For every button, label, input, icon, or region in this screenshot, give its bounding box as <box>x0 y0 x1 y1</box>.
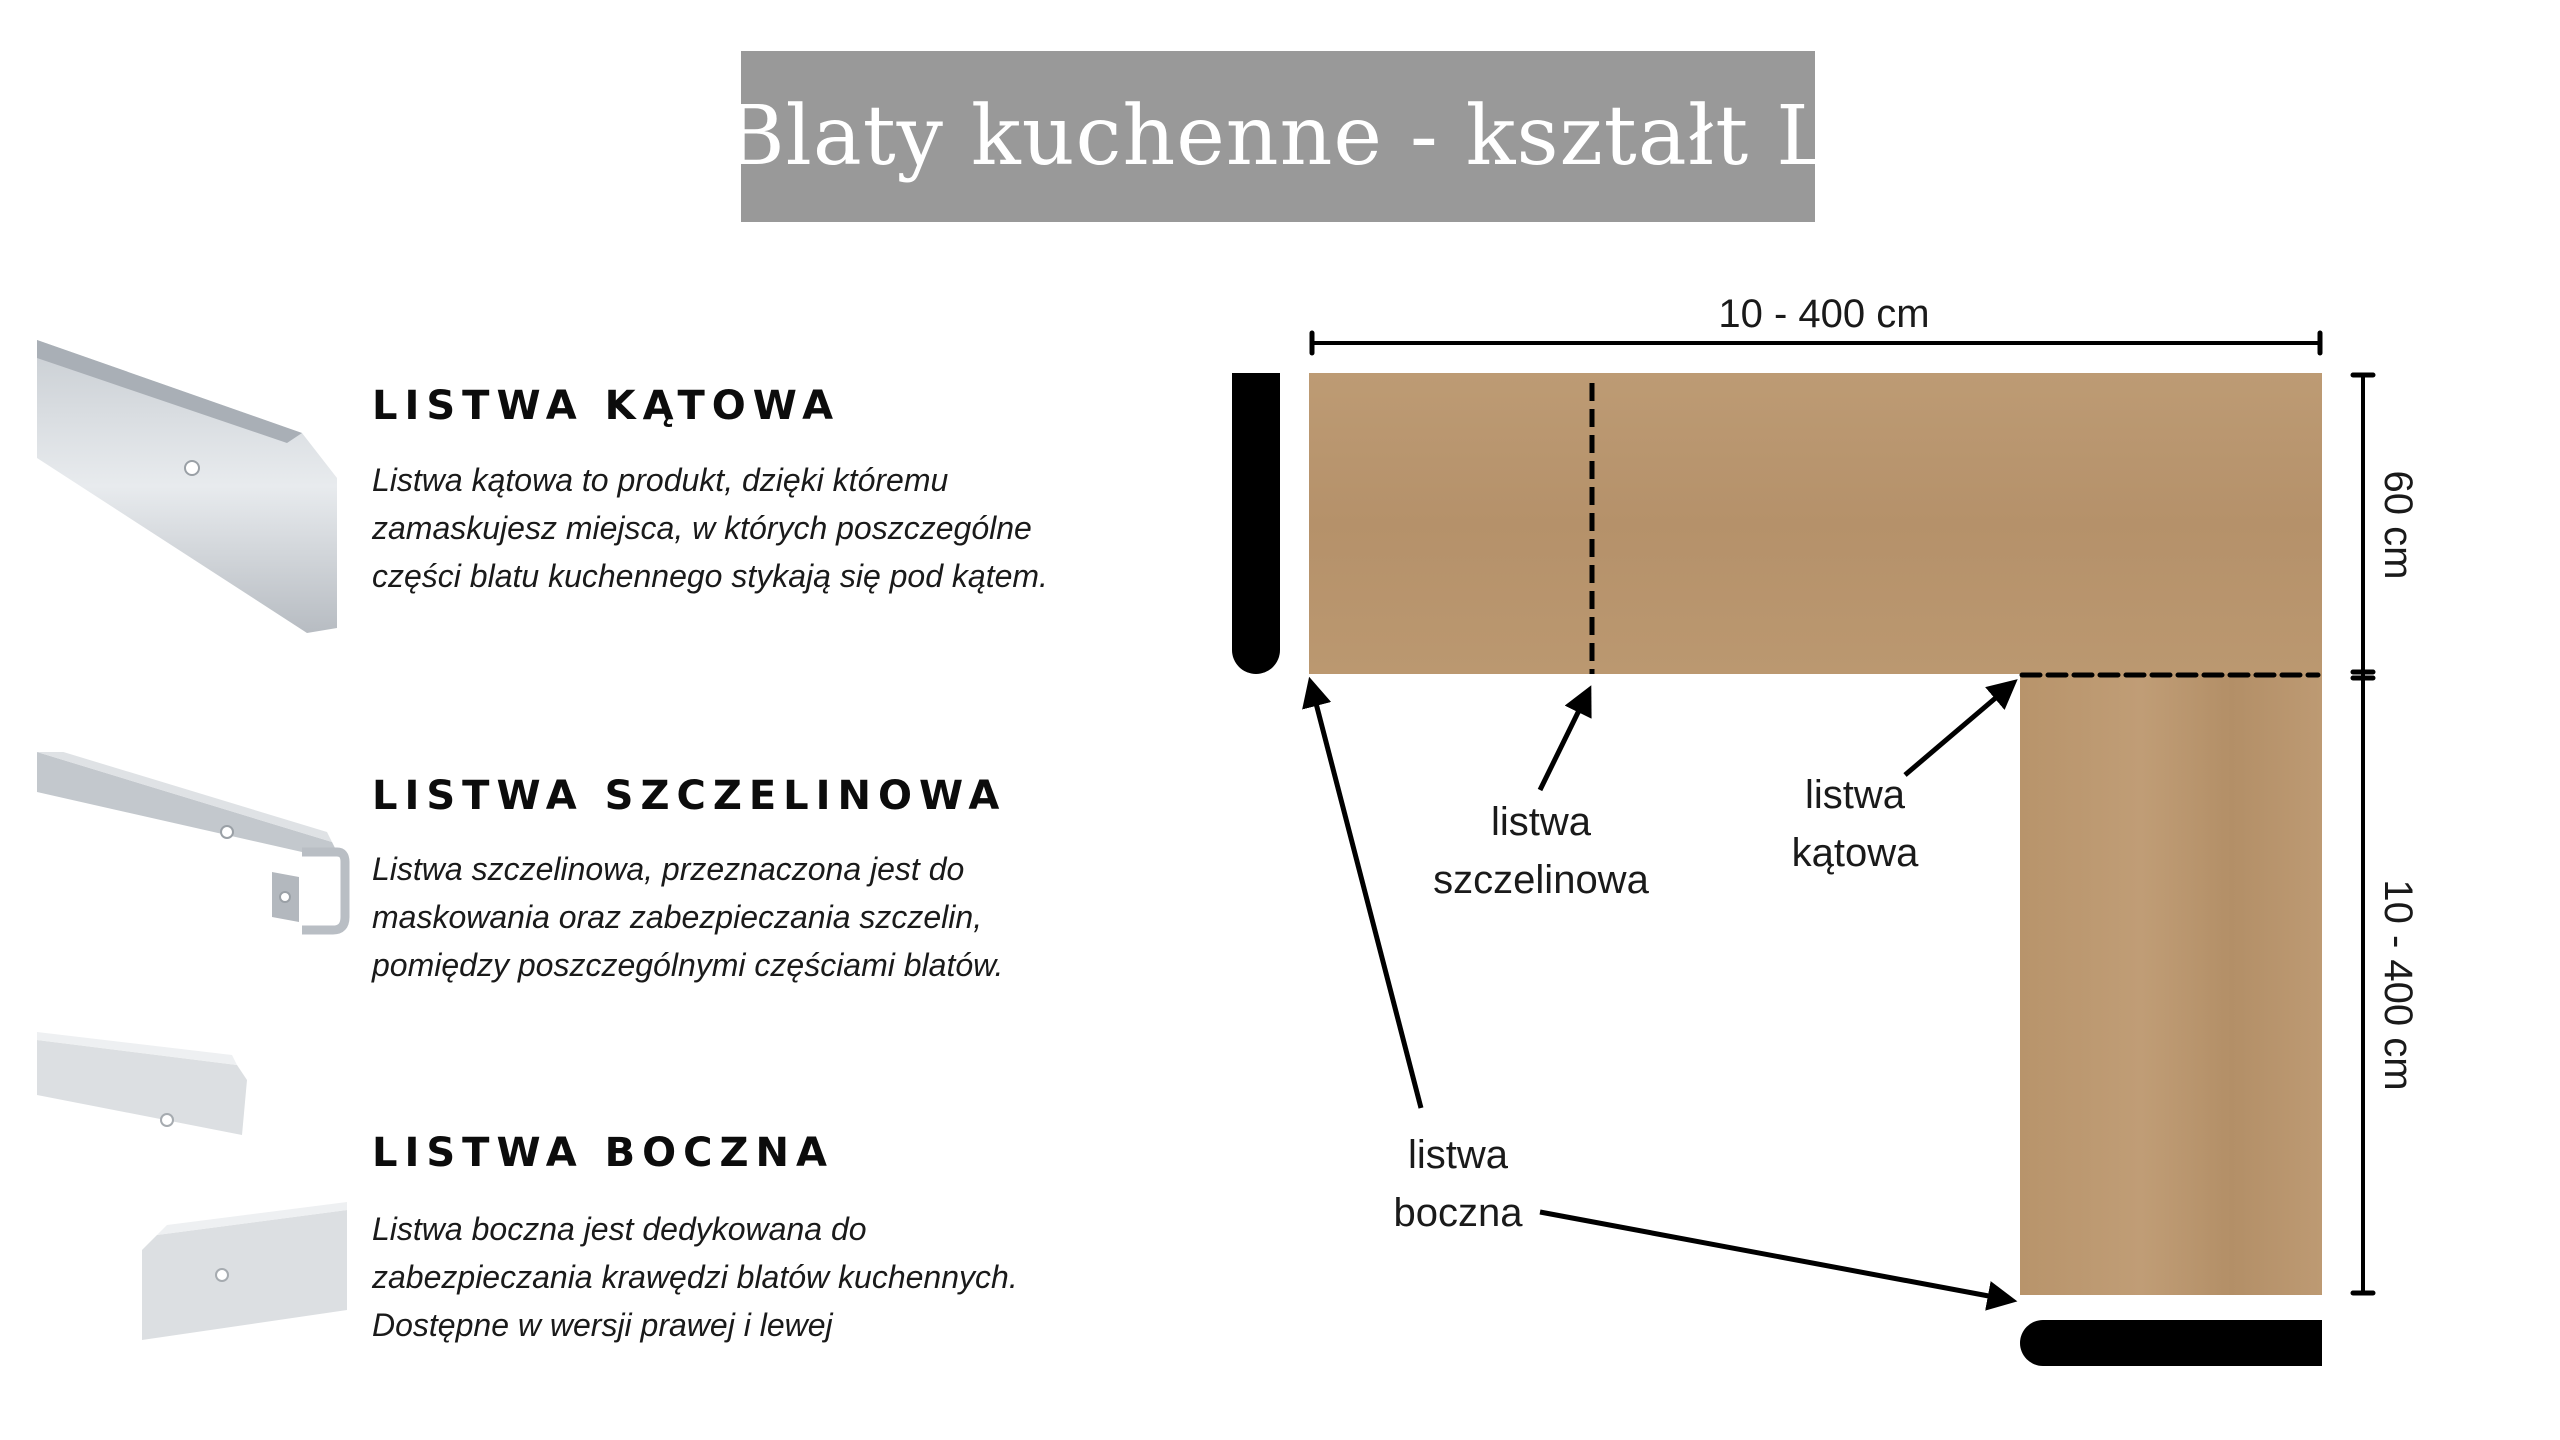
dimension-depth-label: 60 cm <box>2376 470 2420 580</box>
label-line: listwa <box>1407 1133 1509 1177</box>
desc-line: Listwa boczna jest dedykowana do <box>372 1211 867 1247</box>
label-line: kątowa <box>1791 831 1919 875</box>
label-line: listwa <box>1490 800 1592 844</box>
countertop-horizontal <box>1309 373 2322 674</box>
heading-listwa-katowa: LISTWA KĄTOWA <box>372 383 841 429</box>
arrow-katowa <box>1905 684 2012 775</box>
label-listwa-boczna <box>1348 1126 1568 1242</box>
desc-line: części blatu kuchennego stykają się pod kątem. <box>372 558 1048 594</box>
desc-line: Listwa szczelinowa, przeznaczona jest do <box>372 851 965 887</box>
joint-strip-image <box>37 752 357 962</box>
heading-listwa-szczelinowa: LISTWA SZCZELINOWA <box>372 773 1007 819</box>
label-listwa-szczelinowa <box>1411 793 1671 909</box>
label-line: listwa <box>1804 773 1906 817</box>
label-line: boczna <box>1393 1191 1523 1235</box>
page-title: Blaty kuchenne - kształt L <box>724 89 1832 184</box>
arrow-szczelinowa <box>1540 692 1588 790</box>
dimension-top-label: 10 - 400 cm <box>1718 292 1930 336</box>
dimension-side-label: 10 - 400 cm <box>2376 879 2420 1091</box>
side-strip-left <box>1232 373 1280 674</box>
end-cap-strip-image <box>37 1020 357 1350</box>
heading-listwa-boczna: LISTWA BOCZNA <box>372 1130 834 1176</box>
title-banner <box>724 51 1832 222</box>
desc-line: maskowania oraz zabezpieczania szczelin, <box>372 899 983 935</box>
label-line: szczelinowa <box>1433 858 1649 902</box>
desc-listwa-boczna <box>372 1205 1072 1349</box>
corner-strip-image <box>37 338 357 638</box>
arrow-boczna-bottom <box>1540 1212 2010 1300</box>
arrow-boczna-left <box>1311 684 1421 1108</box>
countertop-vertical <box>2020 674 2322 1295</box>
side-strip-bottom <box>2020 1320 2322 1366</box>
desc-line: zamaskujesz miejsca, w których poszczególne <box>372 510 1032 546</box>
desc-line: pomiędzy poszczególnymi częściami blatów. <box>372 947 1004 983</box>
desc-line: Listwa kątowa to produkt, dzięki któremu <box>372 462 949 498</box>
desc-line: Dostępne w wersji prawej i lewej <box>372 1307 833 1343</box>
desc-line: zabezpieczania krawędzi blatów kuchennych. <box>372 1259 1018 1295</box>
desc-listwa-katowa <box>372 456 1072 600</box>
label-listwa-katowa <box>1745 766 1965 882</box>
desc-listwa-szczelinowa <box>372 845 1072 989</box>
